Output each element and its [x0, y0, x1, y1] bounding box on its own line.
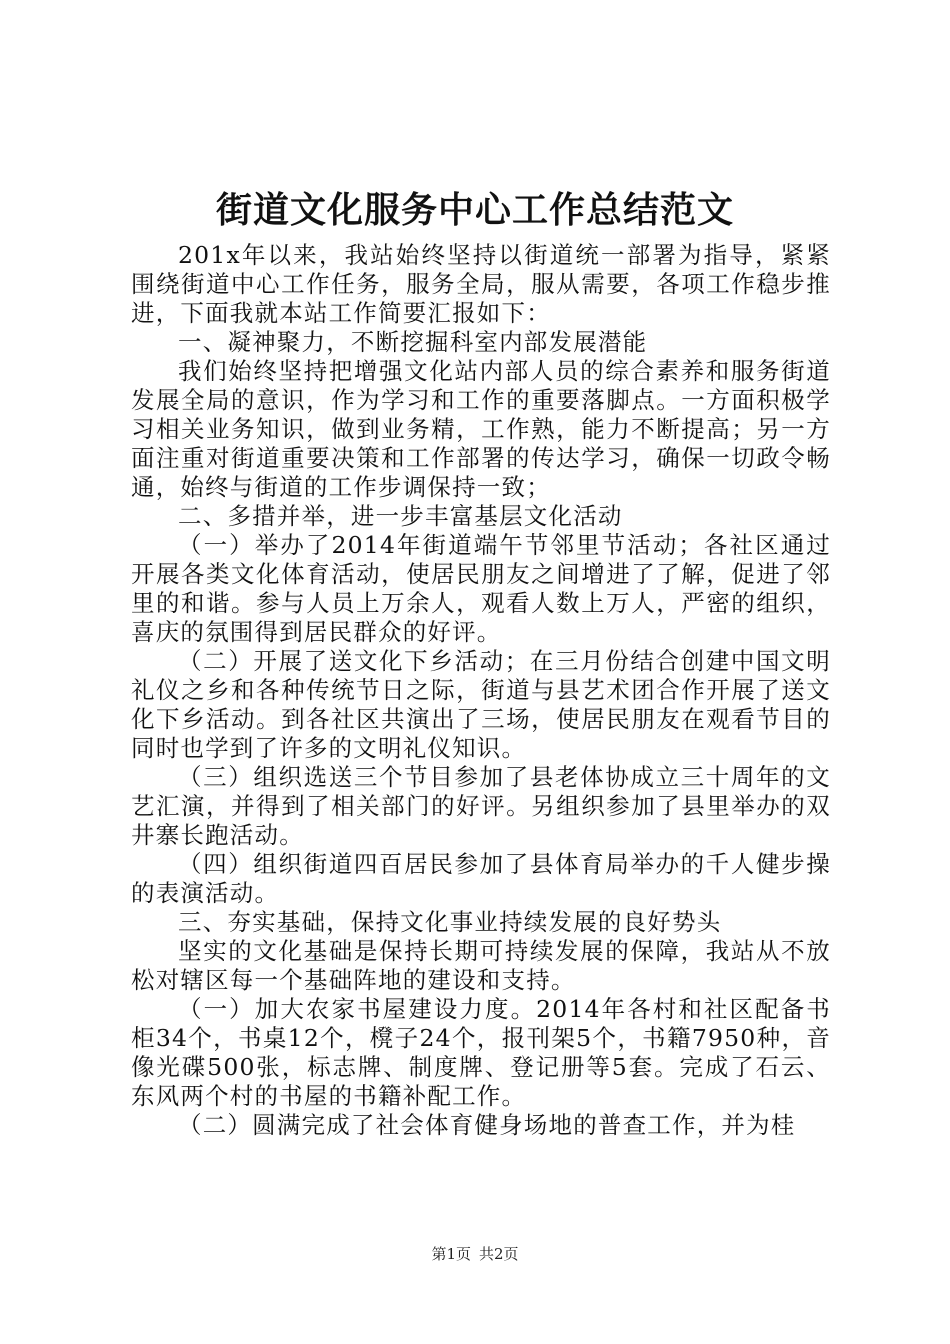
- section-heading-3: 三、夯实基础，保持文化事业持续发展的良好势头: [178, 908, 722, 936]
- section-heading-2: 二、多措并举，进一步丰富基层文化活动: [178, 502, 623, 530]
- paragraph: （一）举办了2014年街道端午节邻里节活动；各社区通过开展各类文化体育活动，使居民朋友之间增进了了解，促进了邻里的和谐。参与人员上万余人，观看人数上万人，严密的组织，喜庆的氛围得到居民群众的好评。: [131, 531, 831, 646]
- page-number: 第1页: [431, 1245, 471, 1263]
- paragraph: 坚实的文化基础是保持长期可持续发展的保障，我站从不放松对辖区每一个基础阵地的建设和支持。: [131, 937, 831, 994]
- page-total: 共2页: [479, 1245, 519, 1263]
- paragraph: （二）圆满完成了社会体育健身场地的普查工作，并为桂: [178, 1111, 796, 1139]
- page-footer: [0, 1244, 950, 1264]
- document-body: [131, 241, 831, 1140]
- document-title: 街道文化服务中心工作总结范文: [215, 189, 734, 231]
- paragraph: （一）加大农家书屋建设力度。2014年各村和社区配备书柜34个，书桌12个，櫈子24个，报刊架5个，书籍7950种，音像光碟500张，标志牌、制度牌、登记册等5套。完成了石云、东风两个村的书屋的书籍补配工作。: [131, 995, 831, 1110]
- paragraph: （四）组织街道四百居民参加了县体育局举办的千人健步操的表演活动。: [131, 850, 831, 907]
- paragraph-intro: 201x年以来，我站始终坚持以街道统一部署为指导，紧紧围绕街道中心工作任务，服务全局，服从需要，各项工作稳步推进，下面我就本站工作简要汇报如下：: [131, 241, 831, 327]
- paragraph: （三）组织选送三个节目参加了县老体协成立三十周年的文艺汇演，并得到了相关部门的好评。另组织参加了县里举办的双井寨长跑活动。: [131, 763, 831, 849]
- paragraph: （二）开展了送文化下乡活动；在三月份结合创建中国文明礼仪之乡和各种传统节日之际，街道与县艺术团合作开展了送文化下乡活动。到各社区共演出了三场，使居民朋友在观看节目的同时也学到了许多的文明礼仪知识。: [131, 647, 831, 762]
- section-heading-1: 一、凝神聚力，不断挖掘科室内部发展潜能: [178, 328, 648, 356]
- paragraph: 我们始终坚持把增强文化站内部人员的综合素养和服务街道发展全局的意识，作为学习和工作的重要落脚点。一方面积极学习相关业务知识，做到业务精，工作熟，能力不断提高；另一方面注重对街道重要决策和工作部署的传达学习，确保一切政令畅通，始终与街道的工作步调保持一致；: [131, 357, 831, 501]
